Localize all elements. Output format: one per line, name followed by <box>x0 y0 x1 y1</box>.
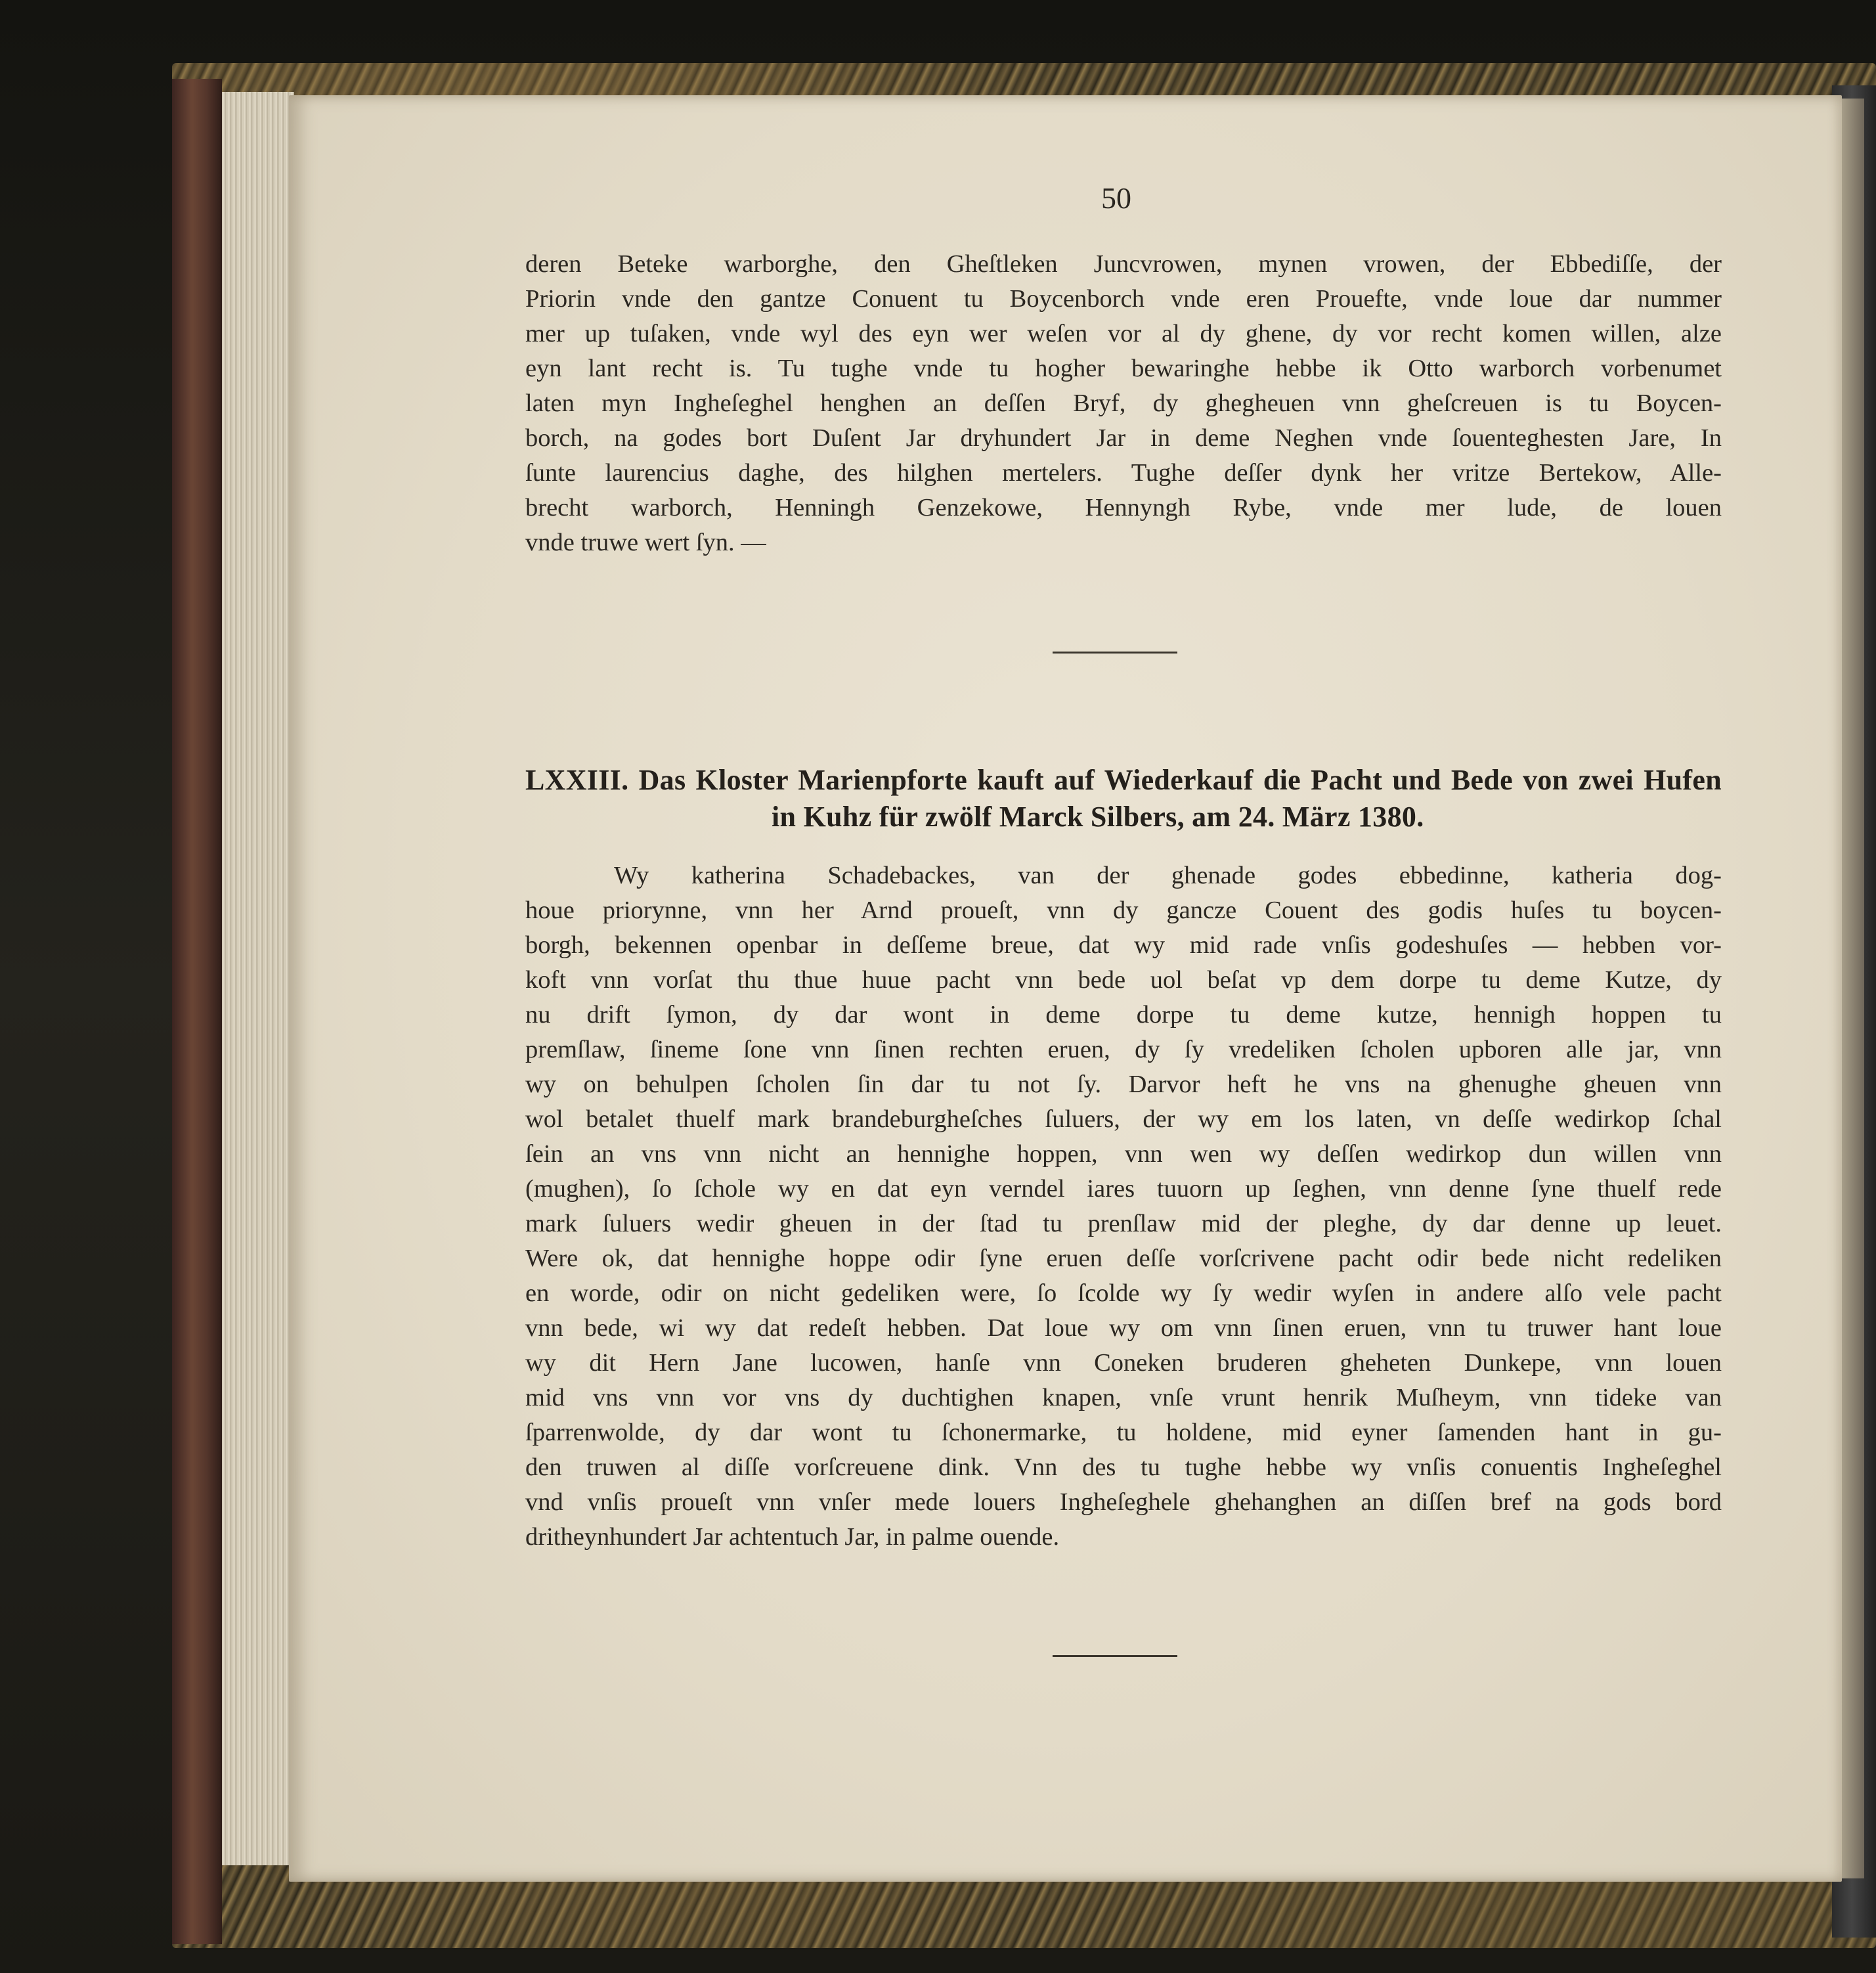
text-line: borch, na godes bort Duſent Jar dryhundert Jar in deme Neghen vnde ſouenteghesten Jare, In <box>525 424 1722 452</box>
text-line: den truwen al diſſe vorſcreuene dink. Vnn des tu tughe hebbe wy vnſis conuentis Ingheſeghel <box>525 1453 1722 1481</box>
text-line: en worde, odir on nicht gedeliken were, ſo ſcolde wy ſy wedir wyſen in andere alſo vele pacht <box>525 1279 1722 1307</box>
text-line: premſlaw, ſineme ſone vnn ſinen rechten eruen, dy ſy vredeliken ſcholen upboren alle jar, vnn <box>525 1036 1722 1063</box>
heading-line-1 <box>525 762 1722 799</box>
text-line: mer up tuſaken, vnde wyl des eyn wer weſen vor al dy ghene, dy vor recht komen willen, alze <box>525 320 1722 347</box>
text-line: Wy katherina Schadebackes, van der ghenade godes ebbedinne, katheria dog- <box>614 862 1722 889</box>
text-line: eyn lant recht is. Tu tughe vnde tu hogher bewaringhe hebbe ik Otto warborch vorbenumet <box>525 355 1722 382</box>
text-line: ſein an vns vnn nicht an hennighe hoppen, vnn wen wy deſſen wedirkop dun willen vnn <box>525 1140 1722 1168</box>
text-line: mark ſuluers wedir gheuen in der ſtad tu prenſlaw mid der pleghe, dy dar denne up leuet. <box>525 1210 1722 1237</box>
text-line: koft vnn vorſat thu thue huue pacht vnn bede uol beſat vp dem dorpe tu deme Kutze, dy <box>525 966 1722 994</box>
section-divider <box>1053 1655 1177 1657</box>
text-line: vnd vnſis proueſt vnn vnſer mede louers Ingheſeghele ghehanghen an diſſen bref na gods bord <box>525 1488 1722 1516</box>
leather-spine <box>172 79 222 1944</box>
heading-title-line-2: in Kuhz für zwölf Marck Silbers, am 24. März 1380. <box>772 801 1424 833</box>
text-line: mid vns vnn vor vns dy duchtighen knapen, vnſe vrunt henrik Muſheym, vnn tideke van <box>525 1384 1722 1411</box>
text-line: ſparrenwolde, dy dar wont tu ſchonermarke, tu holdene, mid eyner ſamenden hant in gu- <box>525 1419 1722 1446</box>
text-line: wy dit Hern Jane lucowen, hanſe vnn Coneken bruderen gheheten Dunkepe, vnn louen <box>525 1349 1722 1377</box>
document-heading <box>525 762 1722 835</box>
page-stack-edge <box>222 92 294 1865</box>
text-line: houe priorynne, vnn her Arnd proueſt, vnn dy gancze Couent des godis huſes tu boycen- <box>525 897 1722 924</box>
text-line: borgh, bekennen openbar in deſſeme breue, dat wy mid rade vnſis godeshuſes — hebben vor- <box>525 931 1722 959</box>
page-number: 50 <box>1101 181 1131 215</box>
text-line: dritheynhundert Jar achtentuch Jar, in palme ouende. <box>525 1523 1060 1551</box>
paragraph-2 <box>525 858 1722 1555</box>
heading-title-line-1: Das Kloster Marienpforte kauft auf Wiederkauf die Pacht und Bede von zwei Hufen <box>638 764 1722 796</box>
text-line: Were ok, dat hennighe hoppe odir ſyne eruen deſſe vorſcrivene pacht odir bede nicht redeliken <box>525 1245 1722 1272</box>
text-line: laten myn Ingheſeghel henghen an deſſen Bryf, dy ghegheuen vnn gheſcreuen is tu Boycen- <box>525 389 1722 417</box>
section-divider <box>1053 652 1177 654</box>
paragraph-1 <box>525 247 1722 560</box>
text-line: deren Beteke warborghe, den Gheſtleken Juncvrowen, mynen vrowen, der Ebbediſſe, der <box>525 250 1722 278</box>
text-line: Priorin vnde den gantze Conuent tu Boycenborch vnde eren Prouefte, vnde loue dar nummer <box>525 285 1722 313</box>
text-line: wy on behulpen ſcholen ſin dar tu not ſy. Darvor heft he vns na ghenughe gheuen vnn <box>525 1071 1722 1098</box>
heading-number: LXXIII. <box>525 764 629 796</box>
text-line: wol betalet thuelf mark brandeburgheſches ſuluers, der wy em los laten, vn deſſe wedirkop ſchal <box>525 1105 1722 1133</box>
text-line: brecht warborch, Henningh Genzekowe, Hennyngh Rybe, vnde mer lude, de louen <box>525 494 1722 521</box>
text-line: vnn bede, wi wy dat redeſt hebben. Dat loue wy om vnn ſinen eruen, vnn tu truwer hant loue <box>525 1314 1722 1342</box>
text-line: (mughen), ſo ſchole wy en dat eyn verndel iares tuuorn up ſeghen, vnn denne ſyne thuelf rede <box>525 1175 1722 1203</box>
text-line: ſunte laurencius daghe, des hilghen mertelers. Tughe deſſer dynk her vritze Bertekow, Alle- <box>525 459 1722 487</box>
text-line: vnde truwe wert ſyn. — <box>525 529 766 556</box>
page-gutter-shadow <box>1842 99 1864 1878</box>
text-line: nu drift ſymon, dy dar wont in deme dorpe tu deme kutze, hennigh hoppen tu <box>525 1001 1722 1029</box>
